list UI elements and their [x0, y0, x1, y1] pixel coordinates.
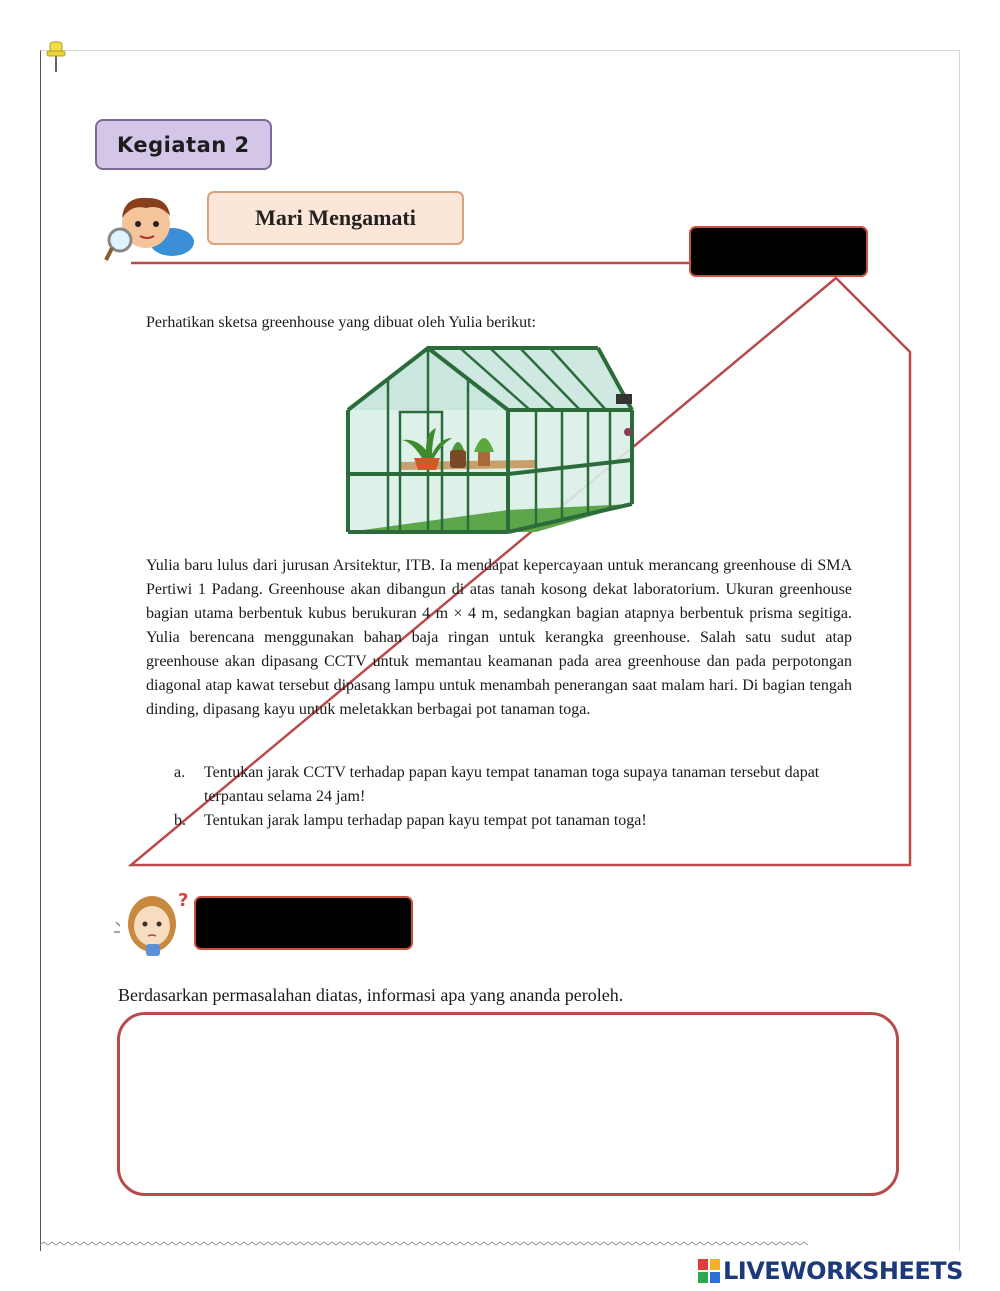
task-text: Tentukan jarak lampu terhadap papan kayu tempat pot tanaman toga! [204, 812, 647, 829]
brand-name: LIVEWORKSHEETS [723, 1257, 963, 1285]
brand-logo [698, 1256, 963, 1286]
greenhouse-illustration [340, 342, 640, 537]
redacted-box [689, 226, 868, 277]
thinking-girl-icon [112, 886, 196, 958]
svg-text:?: ? [178, 890, 189, 911]
question-text: Berdasarkan permasalahan diatas, informasi apa yang ananda peroleh. [118, 985, 624, 1005]
activity-title [95, 119, 272, 170]
task-text: Tentukan jarak CCTV terhadap papan kayu tempat tanaman toga supaya tanaman tersebut dapat terpantau selama 24 jam! [204, 764, 820, 805]
observe-title-text: Mari Mengamati [255, 205, 416, 230]
intro-text: Perhatikan sketsa greenhouse yang dibuat oleh Yulia berikut: [146, 314, 536, 331]
pushpin-icon [44, 38, 68, 74]
story-paragraph: Yulia baru lulus dari jurusan Arsitektur, ITB. Ia mendapat kepercayaan untuk merancang greenhouse di SMA Pertiwi 1 Padang. Greenhouse akan dibangun di atas tanah kosong dekat laboratorium. Ukuran greenhouse bagian utama berbentuk kubus berukuran 4 m × 4 m, sedangkan bagian atapnya berbentuk prisma segitiga. Yulia berencana menggunakan bahan baja ringan untuk kerangka greenhouse. Salah satu sudut atap greenhouse akan dipasang CCTV untuk memantau keamanan pada area greenhouse dan pada perpotongan diagonal atap kawat tersebut dipasang lampu untuk menambah penerangan saat malam hari. Di bagian tengah dinding, dipasang kayu untuk meletakkan berbagai pot tanaman toga. [146, 557, 852, 718]
liveworksheets-logo-icon [698, 1259, 720, 1283]
page-bottom-edge [40, 1238, 958, 1252]
task-item [146, 761, 852, 809]
task-label: b. [174, 812, 186, 829]
redacted-box [194, 896, 413, 950]
activity-title-text: Kegiatan 2 [117, 132, 250, 157]
answer-input[interactable] [117, 1012, 899, 1196]
boy-magnifier-icon [102, 190, 198, 266]
task-list [146, 761, 852, 833]
observe-title [207, 191, 464, 245]
task-item [146, 809, 852, 833]
task-label: a. [174, 764, 186, 781]
